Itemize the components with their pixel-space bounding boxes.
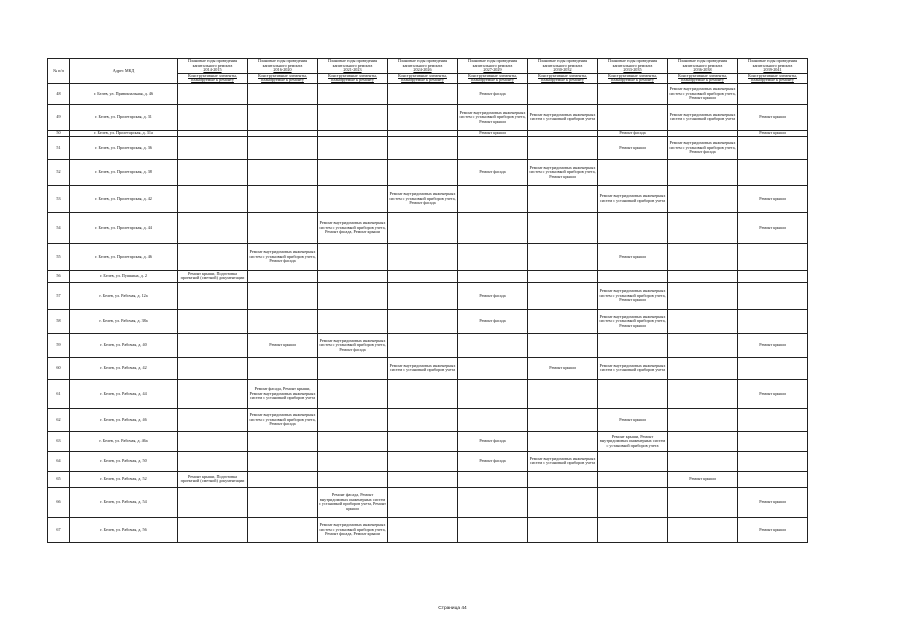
- repair-cell: [668, 408, 738, 431]
- repair-cell: Ремонт крыши: [738, 333, 808, 357]
- header-period-2: [318, 59, 388, 74]
- repair-cell: [318, 243, 388, 270]
- repair-cell: [598, 270, 668, 282]
- repair-cell: [248, 487, 318, 517]
- repair-cell: [738, 243, 808, 270]
- row-number: 55: [48, 243, 70, 270]
- repair-cell: [318, 408, 388, 431]
- table-row: [48, 136, 808, 159]
- repair-cell: [388, 408, 458, 431]
- row-number: 58: [48, 309, 70, 333]
- repair-cell: [248, 159, 318, 185]
- header-period-years: 2021-2023: [343, 67, 362, 73]
- repair-cell: [388, 471, 458, 487]
- header-period-title: Плановые годы проведения капитального ремонта: [397, 58, 448, 68]
- repair-cell: Ремонт фасада: [598, 130, 668, 136]
- repair-cell: [458, 517, 528, 542]
- row-number: 64: [48, 451, 70, 471]
- repair-cell: [388, 83, 458, 104]
- repair-cell: [248, 517, 318, 542]
- repair-cell: [598, 104, 668, 130]
- repair-cell: [528, 517, 598, 542]
- repair-cell: [388, 517, 458, 542]
- header-period-subtitle: Конструктивные элементы, планируемые к ремонту: [248, 73, 318, 83]
- row-address: г. Белев, ул. Привокзальная, д. 46: [70, 83, 178, 104]
- repair-cell: Ремонт внутридомовых инженерных систем с установкой приборов учета, Ремонт фасада: [248, 243, 318, 270]
- repair-cell: [528, 185, 598, 212]
- header-period-subtitle: Конструктивные элементы, планируемые к ремонту: [458, 73, 528, 83]
- repair-cell: [388, 333, 458, 357]
- header-period-subtitle: Конструктивные элементы, планируемые к ремонту: [668, 73, 738, 83]
- repair-cell: [668, 185, 738, 212]
- row-address: г. Белев, ул. Рабочая, д. 46: [70, 408, 178, 431]
- repair-cell: [248, 451, 318, 471]
- repair-cell: [668, 243, 738, 270]
- repair-cell: [528, 270, 598, 282]
- row-address: г. Белев, ул. Рабочая, д. 50: [70, 451, 178, 471]
- table-row: [48, 104, 808, 130]
- repair-cell: [528, 282, 598, 309]
- repair-cell: Ремонт крыши: [738, 130, 808, 136]
- header-period-title: Плановые годы проведения капитального ремонта: [607, 58, 658, 68]
- repair-cell: [458, 471, 528, 487]
- table-body: [48, 83, 808, 542]
- repair-cell: [178, 212, 248, 243]
- table-row: [48, 431, 808, 451]
- header-period-title: Плановые годы проведения капитального ремонта: [537, 58, 588, 68]
- repair-cell: Ремонт крыши: [738, 517, 808, 542]
- repair-cell: [668, 379, 738, 408]
- table-row: [48, 159, 808, 185]
- repair-cell: [388, 243, 458, 270]
- header-address: Адрес МКД: [70, 59, 178, 84]
- row-address: г. Белев, ул. Рабочая, д. 12а: [70, 282, 178, 309]
- repair-cell: [318, 471, 388, 487]
- repair-cell: Ремонт фасада, Ремонт внутридомовых инженерных систем с установкой приборов учета, Ремонт крыши: [318, 487, 388, 517]
- repair-cell: [178, 136, 248, 159]
- row-number: 49: [48, 104, 70, 130]
- repair-cell: [458, 333, 528, 357]
- row-number: 48: [48, 83, 70, 104]
- table-row: [48, 309, 808, 333]
- repair-cell: Ремонт крыши: [458, 130, 528, 136]
- repair-cell: [388, 159, 458, 185]
- header-period-years: 2039-2041: [763, 67, 782, 73]
- repair-cell: [738, 309, 808, 333]
- header-period-title: Плановые годы проведения капитального ремонта: [467, 58, 518, 68]
- repair-cell: [528, 379, 598, 408]
- table-row: [48, 185, 808, 212]
- repair-cell: [668, 357, 738, 379]
- header-period-years: 2016-2020: [273, 67, 292, 73]
- repair-cell: Ремонт крыши: [738, 487, 808, 517]
- repair-cell: [528, 136, 598, 159]
- repair-cell: [178, 282, 248, 309]
- header-period-3: [388, 59, 458, 74]
- repair-cell: [528, 83, 598, 104]
- repair-cell: [178, 379, 248, 408]
- repair-cell: [248, 282, 318, 309]
- repair-cell: Ремонт крыши: [668, 471, 738, 487]
- repair-cell: [318, 451, 388, 471]
- repair-cell: Ремонт крыши: [248, 333, 318, 357]
- repair-cell: [318, 379, 388, 408]
- row-number: 62: [48, 408, 70, 431]
- repair-cell: [318, 159, 388, 185]
- repair-cell: [458, 136, 528, 159]
- header-period-title: Плановые годы проведения капитального ремонта: [677, 58, 728, 68]
- table-row: [48, 212, 808, 243]
- header-period-4: [458, 59, 528, 74]
- repair-cell: [738, 83, 808, 104]
- repair-cell: [458, 487, 528, 517]
- repair-cell: [458, 185, 528, 212]
- repair-cell: [388, 136, 458, 159]
- repair-cell: [178, 408, 248, 431]
- repair-cell: [388, 487, 458, 517]
- row-address: г. Белев, ул. Рабочая, д. 54: [70, 487, 178, 517]
- repair-cell: [668, 212, 738, 243]
- repair-cell: [318, 136, 388, 159]
- row-number: 65: [48, 471, 70, 487]
- repair-cell: [388, 282, 458, 309]
- repair-cell: [738, 282, 808, 309]
- row-number: 54: [48, 212, 70, 243]
- table-row: [48, 379, 808, 408]
- repair-cell: Ремонт внутридомовых инженерных систем с установкой приборов учета: [598, 357, 668, 379]
- repair-cell: [528, 471, 598, 487]
- header-period-years: 2024-2026: [413, 67, 432, 73]
- table-row: [48, 333, 808, 357]
- repair-cell: [738, 270, 808, 282]
- row-address: г. Белев, ул. Рабочая, д. 56: [70, 517, 178, 542]
- repair-cell: [528, 243, 598, 270]
- repair-cell: [248, 357, 318, 379]
- row-address: г. Белев, ул. Пролетарская, д. 36: [70, 136, 178, 159]
- repair-cell: Ремонт крыши: [738, 104, 808, 130]
- row-address: г. Белев, ул. Рабочая, д. 38а: [70, 309, 178, 333]
- repair-cell: [388, 104, 458, 130]
- repair-cell: [318, 270, 388, 282]
- repair-cell: [388, 309, 458, 333]
- table-row: [48, 487, 808, 517]
- repair-cell: [668, 333, 738, 357]
- table-row: [48, 451, 808, 471]
- repair-cell: [318, 357, 388, 379]
- repair-cell: [668, 431, 738, 451]
- row-address: г. Белев, ул. Пролетарская, д. 44: [70, 212, 178, 243]
- repair-cell: [178, 357, 248, 379]
- repair-cell: [248, 309, 318, 333]
- repair-cell: [178, 487, 248, 517]
- row-address: г. Белев, ул. Пролетарская, д. 38: [70, 159, 178, 185]
- repair-cell: [178, 517, 248, 542]
- repair-cell: [248, 471, 318, 487]
- row-number: 56: [48, 270, 70, 282]
- row-address: г. Белев, ул. Пролетарская, д. 31: [70, 104, 178, 130]
- repair-cell: [178, 185, 248, 212]
- repair-cell: [458, 243, 528, 270]
- repair-cell: [248, 136, 318, 159]
- repair-cell: [178, 431, 248, 451]
- repair-cell: [598, 517, 668, 542]
- repair-cell: Ремонт крыши: [738, 212, 808, 243]
- row-address: г. Белев, ул. Пролетарская, д. 31а: [70, 130, 178, 136]
- row-address: г. Белев, ул. Пушкина, д. 2: [70, 270, 178, 282]
- row-address: г. Белев, ул. Рабочая, д. 46а: [70, 431, 178, 451]
- repair-cell: [318, 185, 388, 212]
- repair-cell: [528, 309, 598, 333]
- repair-cell: [248, 212, 318, 243]
- repair-cell: [178, 159, 248, 185]
- header-period-subtitle: Конструктивные элементы, планируемые к ремонту: [388, 73, 458, 83]
- header-period-subtitle: Конструктивные элементы, планируемые к ремонту: [318, 73, 388, 83]
- repair-cell: [178, 333, 248, 357]
- row-number: 51: [48, 136, 70, 159]
- repair-cell: [528, 333, 598, 357]
- capital-repair-schedule-table: [47, 58, 808, 543]
- repair-cell: Ремонт внутридомовых инженерных систем с установкой приборов учета: [388, 357, 458, 379]
- header-period-title: Плановые годы проведения капитального ремонта: [327, 58, 378, 68]
- header-period-7: [668, 59, 738, 74]
- repair-cell: Ремонт внутридомовых инженерных систем с установкой приборов учета, Ремонт фасада, Ремонт крыши: [318, 212, 388, 243]
- repair-cell: [248, 104, 318, 130]
- repair-cell: Ремонт крыши: [528, 357, 598, 379]
- repair-cell: Ремонт крыши: [598, 243, 668, 270]
- repair-cell: [668, 282, 738, 309]
- header-period-title: Плановые годы проведения капитального ремонта: [187, 58, 238, 68]
- repair-cell: [178, 243, 248, 270]
- repair-cell: [248, 83, 318, 104]
- repair-cell: Ремонт внутридомовых инженерных систем с установкой приборов учета, Ремонт фасада: [388, 185, 458, 212]
- header-period-title: Плановые годы проведения капитального ремонта: [257, 58, 308, 68]
- repair-cell: [598, 379, 668, 408]
- repair-cell: [668, 451, 738, 471]
- header-period-1: [248, 59, 318, 74]
- repair-cell: [738, 159, 808, 185]
- repair-cell: [598, 83, 668, 104]
- repair-cell: Ремонт фасада: [458, 159, 528, 185]
- repair-cell: [668, 270, 738, 282]
- repair-cell: Ремонт крыши, Подготовка проектной (сметной) документации: [178, 270, 248, 282]
- repair-cell: Ремонт фасада: [458, 431, 528, 451]
- repair-cell: [458, 408, 528, 431]
- row-address: г. Белев, ул. Рабочая, д. 52: [70, 471, 178, 487]
- repair-cell: [598, 212, 668, 243]
- table-row: [48, 408, 808, 431]
- repair-cell: Ремонт крыши: [738, 185, 808, 212]
- table-row: [48, 83, 808, 104]
- repair-cell: Ремонт крыши: [738, 379, 808, 408]
- table-row: [48, 471, 808, 487]
- repair-cell: Ремонт внутридомовых инженерных систем с установкой приборов учета, Ремонт фасада: [318, 333, 388, 357]
- row-address: г. Белев, ул. Пролетарская, д. 42: [70, 185, 178, 212]
- repair-cell: Ремонт фасада, Ремонт крыши, Ремонт внутридомовых инженерных систем с установкой приборов учета: [248, 379, 318, 408]
- table-row: [48, 357, 808, 379]
- repair-cell: Ремонт внутридомовых инженерных систем с установкой приборов учета: [528, 104, 598, 130]
- row-number: 59: [48, 333, 70, 357]
- row-number: 60: [48, 357, 70, 379]
- repair-cell: [388, 212, 458, 243]
- repair-cell: [318, 104, 388, 130]
- repair-cell: [598, 487, 668, 517]
- repair-cell: Ремонт внутридомовых инженерных систем с установкой приборов учета, Ремонт фасада: [248, 408, 318, 431]
- repair-cell: [248, 270, 318, 282]
- repair-cell: Ремонт крыши, Подготовка проектной (сметной) документации: [178, 471, 248, 487]
- repair-cell: Ремонт внутридомовых инженерных систем с установкой приборов учета: [668, 104, 738, 130]
- table-row: [48, 270, 808, 282]
- repair-cell: Ремонт внутридомовых инженерных систем с установкой приборов учета: [528, 451, 598, 471]
- repair-cell: [738, 451, 808, 471]
- repair-cell: [738, 408, 808, 431]
- row-number: 67: [48, 517, 70, 542]
- header-period-subtitle: Конструктивные элементы, планируемые к ремонту: [178, 73, 248, 83]
- header-period-5: [528, 59, 598, 74]
- repair-cell: [528, 431, 598, 451]
- header-period-years: 2033-2035: [623, 67, 642, 73]
- repair-cell: [528, 487, 598, 517]
- repair-cell: [458, 212, 528, 243]
- repair-cell: [388, 379, 458, 408]
- repair-cell: [458, 357, 528, 379]
- header-period-years: 2027-2029: [483, 67, 502, 73]
- header-period-years: 2036-2038: [693, 67, 712, 73]
- repair-cell: Ремонт фасада: [458, 451, 528, 471]
- repair-cell: [738, 431, 808, 451]
- repair-cell: [388, 431, 458, 451]
- repair-cell: [668, 517, 738, 542]
- row-address: г. Белев, ул. Пролетарская, д. 46: [70, 243, 178, 270]
- header-num: № п/п: [48, 59, 70, 84]
- repair-cell: [388, 270, 458, 282]
- repair-cell: [318, 431, 388, 451]
- row-number: 53: [48, 185, 70, 212]
- row-number: 63: [48, 431, 70, 451]
- header-period-6: [598, 59, 668, 74]
- repair-cell: Ремонт внутридомовых инженерных систем с установкой приборов учета, Ремонт крыши: [668, 83, 738, 104]
- row-number: 52: [48, 159, 70, 185]
- repair-cell: [318, 83, 388, 104]
- repair-cell: Ремонт крыши: [598, 408, 668, 431]
- repair-cell: [318, 282, 388, 309]
- row-address: г. Белев, ул. Рабочая, д. 44: [70, 379, 178, 408]
- repair-cell: Ремонт фасада: [458, 83, 528, 104]
- row-address: г. Белев, ул. Рабочая, д. 40: [70, 333, 178, 357]
- repair-cell: [738, 471, 808, 487]
- repair-cell: [598, 333, 668, 357]
- repair-cell: Ремонт внутридомовых инженерных систем с установкой приборов учета, Ремонт крыши: [598, 282, 668, 309]
- repair-cell: Ремонт внутридомовых инженерных систем с установкой приборов учета, Ремонт крыши: [598, 309, 668, 333]
- repair-cell: [668, 309, 738, 333]
- repair-cell: [178, 83, 248, 104]
- repair-cell: Ремонт внутридомовых инженерных систем с установкой приборов учета, Ремонт фасада: [668, 136, 738, 159]
- repair-cell: [598, 159, 668, 185]
- repair-cell: Ремонт фасада: [458, 282, 528, 309]
- row-address: г. Белев, ул. Рабочая, д. 42: [70, 357, 178, 379]
- header-period-title: Плановые годы проведения капитального ремонта: [747, 58, 798, 68]
- repair-cell: [458, 379, 528, 408]
- repair-cell: Ремонт крыши: [598, 136, 668, 159]
- repair-cell: [178, 451, 248, 471]
- repair-cell: [248, 431, 318, 451]
- repair-cell: [598, 471, 668, 487]
- repair-cell: [178, 104, 248, 130]
- repair-cell: Ремонт крыши, Ремонт внутридомовых инженерных систем с установкой приборов учета: [598, 431, 668, 451]
- table-row: [48, 282, 808, 309]
- repair-cell: [668, 159, 738, 185]
- repair-cell: [738, 136, 808, 159]
- repair-cell: [528, 212, 598, 243]
- repair-cell: [248, 185, 318, 212]
- table-row: [48, 517, 808, 542]
- repair-cell: [668, 487, 738, 517]
- table-row: [48, 243, 808, 270]
- repair-cell: [598, 451, 668, 471]
- repair-cell: [178, 309, 248, 333]
- row-number: 50: [48, 130, 70, 136]
- header-period-years: 2030-2032: [553, 67, 572, 73]
- repair-cell: Ремонт внутридомовых инженерных систем с установкой приборов учета: [598, 185, 668, 212]
- repair-cell: Ремонт внутридомовых инженерных систем с установкой приборов учета, Ремонт крыши: [528, 159, 598, 185]
- repair-cell: Ремонт фасада: [458, 309, 528, 333]
- header-row-periods: [48, 59, 808, 74]
- repair-cell: Ремонт внутридомовых инженерных систем с установкой приборов учета, Ремонт крыши: [458, 104, 528, 130]
- row-number: 61: [48, 379, 70, 408]
- header-period-0: [178, 59, 248, 74]
- page-number: Страница 44: [438, 606, 467, 611]
- repair-cell: [738, 357, 808, 379]
- header-period-8: [738, 59, 808, 74]
- repair-cell: [318, 309, 388, 333]
- header-period-subtitle: Конструктивные элементы, планируемые к ремонту: [738, 73, 808, 83]
- repair-cell: Ремонт внутридомовых инженерных систем с установкой приборов учета, Ремонт фасада, Ремонт крыши: [318, 517, 388, 542]
- repair-cell: [388, 451, 458, 471]
- repair-cell: [458, 270, 528, 282]
- header-period-subtitle: Конструктивные элементы, планируемые к ремонту: [528, 73, 598, 83]
- header-period-subtitle: Конструктивные элементы, планируемые к ремонту: [598, 73, 668, 83]
- repair-cell: [528, 408, 598, 431]
- row-number: 57: [48, 282, 70, 309]
- row-number: 66: [48, 487, 70, 517]
- header-period-years: 2014-2015: [203, 67, 222, 73]
